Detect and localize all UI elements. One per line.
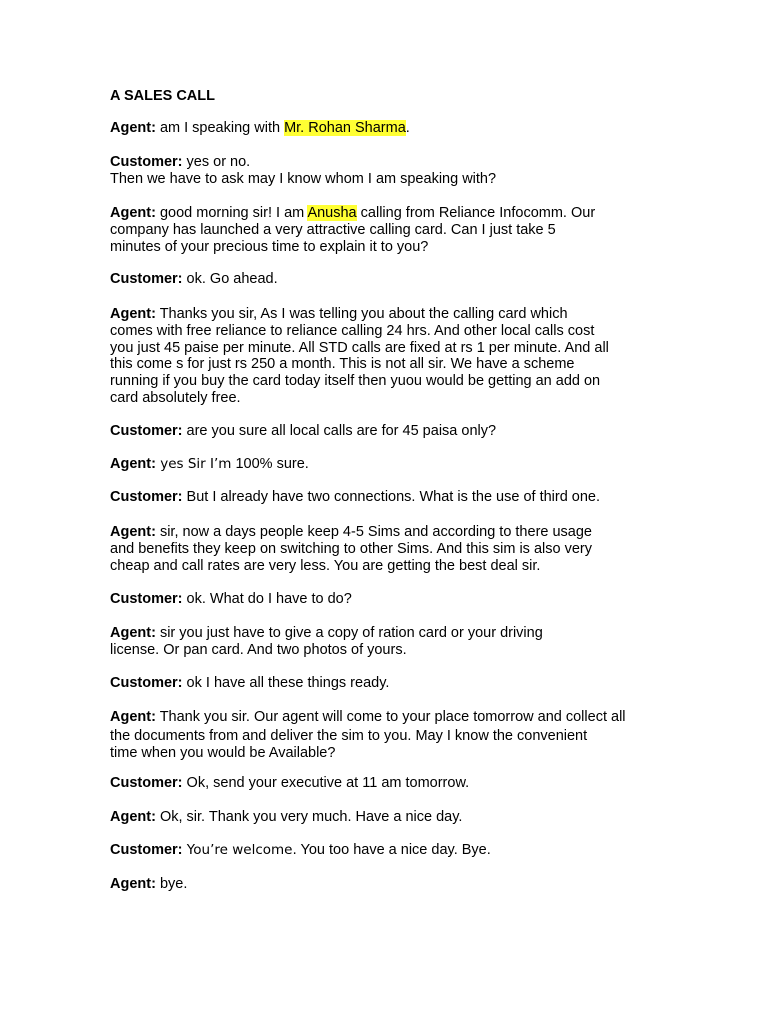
line-text: card absolutely free. [110, 389, 241, 406]
line-text: 100% sure. [231, 456, 309, 472]
speaker-label: Customer: [110, 842, 183, 858]
speaker-label: Agent: [110, 456, 156, 472]
speaker-label: Customer: [110, 489, 183, 505]
dialogue-line [110, 591, 680, 608]
speaker-label: Customer: [110, 591, 183, 607]
agent-turn [110, 120, 680, 137]
dialogue-line [110, 489, 680, 506]
line-text: company has launched a very attractive calling card. Can I just take 5 [110, 221, 556, 238]
agent-turn [110, 876, 680, 893]
agent-turn [110, 524, 680, 574]
dialogue-line [110, 323, 680, 340]
dialogue-line [110, 390, 680, 407]
dialogue-line [110, 541, 680, 558]
dialogue-line [110, 709, 680, 726]
line-text: comes with free reliance to reliance calling 24 hrs. And other local calls cost [110, 322, 595, 339]
dialogue-line [110, 222, 680, 239]
dialogue-line [110, 625, 680, 642]
line-text: calling from Reliance Infocomm. Our [356, 205, 596, 221]
line-text: Ok, sir. Thank you very much. Have a nice day. [155, 809, 463, 825]
line-text: . [405, 120, 410, 136]
line-text: are you sure all local calls are for 45 paisa only? [182, 423, 497, 439]
line-text: and benefits they keep on switching to other Sims. And this sim is also very [110, 540, 592, 557]
dialogue-line [110, 842, 680, 859]
line-text: cheap and call rates are very less. You are getting the best deal sir. [110, 557, 541, 574]
line-text: ok. What do I have to do? [182, 591, 352, 607]
customer-turn [110, 842, 680, 859]
line-text: You too have a nice day. Bye. [296, 842, 491, 858]
dialogue-line [110, 809, 680, 826]
customer-turn [110, 154, 680, 188]
customer-turn [110, 423, 680, 440]
dialogue-line [110, 373, 680, 390]
line-text: minutes of your precious time to explain it to you? [110, 238, 429, 255]
agent-turn [110, 456, 680, 473]
line-text-alt-font: yes Sir I’m [155, 456, 232, 472]
agent-turn [110, 809, 680, 826]
agent-turn [110, 205, 680, 255]
line-text: sir you just have to give a copy of ration card or your driving [155, 625, 543, 641]
line-text: sir, now a days people keep 4-5 Sims and according to there usage [155, 524, 592, 540]
speaker-label: Agent: [110, 120, 156, 136]
dialogue-line [110, 642, 680, 659]
line-text: bye. [155, 876, 188, 892]
speaker-label: Agent: [110, 709, 156, 725]
line-text-alt-font: You’re welcome. [182, 842, 297, 858]
speaker-label: Agent: [110, 876, 156, 892]
dialogue-line [110, 675, 680, 692]
line-text: But I already have two connections. What is the use of third one. [182, 489, 601, 505]
dialogue-line [110, 356, 680, 373]
speaker-label: Agent: [110, 524, 156, 540]
dialogue-line [110, 205, 680, 222]
line-text: the documents from and deliver the sim to you. May I know the convenient [110, 727, 588, 744]
dialogue-line [110, 728, 680, 745]
speaker-label: Customer: [110, 675, 183, 691]
highlighted-name: Mr. Rohan Sharma [284, 120, 406, 136]
line-text: am I speaking with [155, 120, 285, 136]
line-text: good morning sir! I am [155, 205, 308, 221]
speaker-label: Customer: [110, 271, 183, 287]
speaker-label: Agent: [110, 205, 156, 221]
line-text: Thank you sir. Our agent will come to your place tomorrow and collect all [155, 709, 626, 725]
dialogue-line [110, 306, 680, 323]
line-text: yes or no. [182, 154, 251, 170]
dialogue-line [110, 423, 680, 440]
line-text: ok. Go ahead. [182, 271, 278, 287]
line-text: Thanks you sir, As I was telling you about the calling card which [155, 306, 568, 322]
line-text: time when you would be Available? [110, 744, 336, 761]
document-title: A SALES CALL [110, 88, 215, 104]
dialogue-line [110, 154, 680, 171]
line-text: running if you buy the card today itself then yuou would be getting an add on [110, 373, 601, 390]
dialogue-line [110, 524, 680, 541]
line-text: Then we have to ask may I know whom I am speaking with? [110, 170, 497, 187]
dialogue-line [110, 171, 680, 188]
line-text: Ok, send your executive at 11 am tomorrow. [182, 775, 470, 791]
speaker-label: Agent: [110, 306, 156, 322]
customer-turn [110, 271, 680, 288]
customer-turn [110, 675, 680, 692]
speaker-label: Agent: [110, 809, 156, 825]
agent-turn [110, 709, 680, 761]
dialogue-line [110, 120, 680, 137]
dialogue-line [110, 558, 680, 575]
speaker-label: Customer: [110, 423, 183, 439]
customer-turn [110, 591, 680, 608]
dialogue-line [110, 456, 680, 473]
dialogue-line [110, 745, 680, 762]
highlighted-name: Anusha [307, 205, 357, 221]
dialogue-line [110, 271, 680, 288]
speaker-label: Customer: [110, 775, 183, 791]
dialogue-line [110, 876, 680, 893]
line-text: license. Or pan card. And two photos of yours. [110, 641, 407, 658]
dialogue-line [110, 775, 680, 792]
agent-turn [110, 306, 680, 407]
line-text: ok I have all these things ready. [182, 675, 390, 691]
line-text: this come s for just rs 250 a month. This is not all sir. We have a scheme [110, 356, 575, 373]
customer-turn [110, 775, 680, 792]
dialogue-line [110, 340, 680, 357]
line-text: you just 45 paise per minute. All STD calls are fixed at rs 1 per minute. And all [110, 339, 609, 356]
speaker-label: Customer: [110, 154, 183, 170]
customer-turn [110, 489, 680, 506]
dialogue-line [110, 239, 680, 256]
agent-turn [110, 625, 680, 659]
speaker-label: Agent: [110, 625, 156, 641]
